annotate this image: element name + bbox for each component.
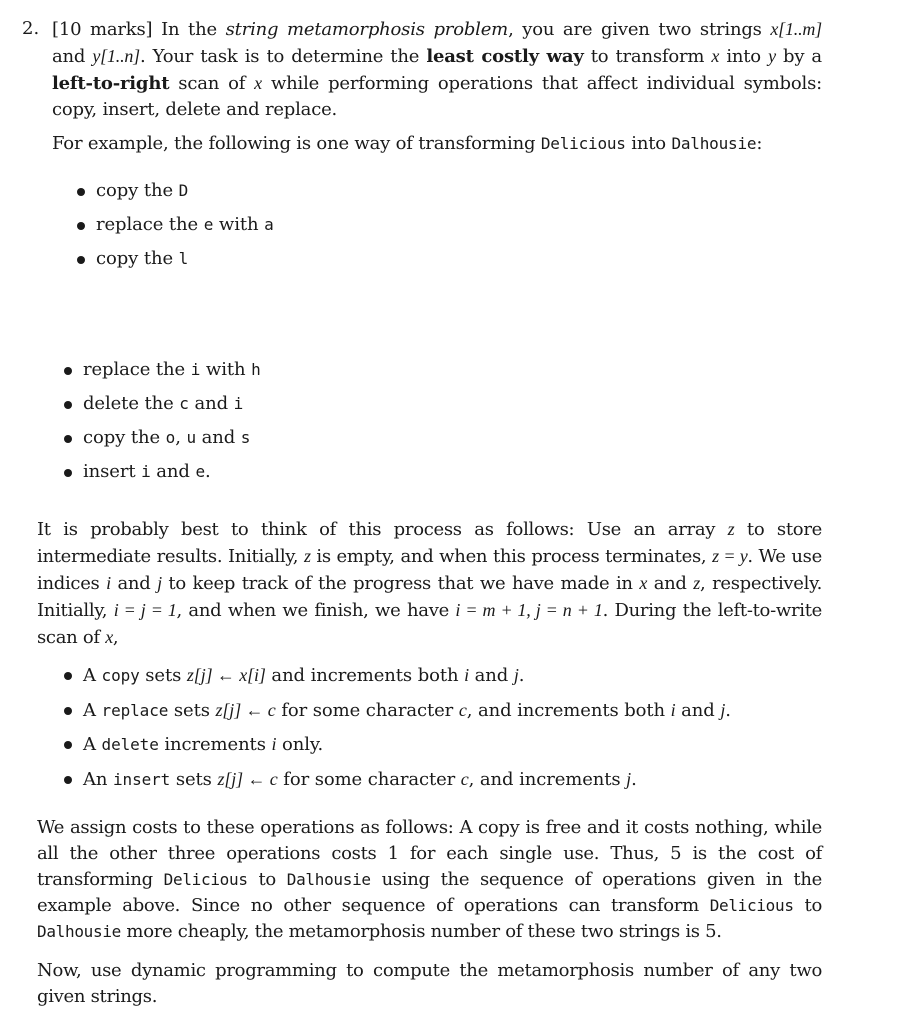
op-text: and increments both — [265, 665, 465, 686]
var-x: x — [639, 573, 648, 593]
example-into: into — [631, 133, 666, 154]
op-text: A — [83, 699, 102, 721]
example-steps-list-2 — [63, 357, 261, 493]
costs-paragraph — [37, 815, 822, 945]
process-text: . We use indices — [37, 546, 822, 594]
step-code: e — [195, 462, 205, 481]
op-text: and — [675, 699, 721, 721]
op-code: replace — [101, 700, 169, 720]
var-c: c — [458, 699, 467, 720]
var-c: c — [460, 768, 469, 789]
var-i: i — [670, 699, 676, 720]
costs-text: We assign costs to these operations as follows: A copy is free and it costs nothing, while all the other three operations costs 1 for each single use. Thus, 5 is the cost of transforming — [37, 817, 822, 890]
eq-init: i = j = 1 — [113, 600, 177, 620]
step-text: , — [175, 427, 187, 448]
step-code: D — [178, 181, 189, 200]
var-j: j — [157, 573, 162, 593]
step-text: with — [213, 214, 265, 235]
problem-ops-text: while performing operations that affect individual symbols: copy, insert, delete and replace. — [52, 73, 822, 120]
op-text: sets — [170, 768, 218, 790]
step-text: replace the — [96, 214, 204, 235]
var-z: z — [727, 519, 735, 539]
step-text: delete the — [83, 393, 180, 414]
process-text: , respectively. Initially, — [37, 573, 822, 621]
op-text: increments — [158, 734, 272, 755]
var-z: z — [693, 573, 701, 593]
eq-final: i = m + 1, j = n + 1 — [455, 600, 603, 620]
step-code: o — [165, 428, 176, 447]
problem-scan-text: scan of — [178, 73, 246, 94]
step-code: i — [190, 360, 201, 379]
step-text: with — [200, 359, 252, 380]
problem-name: string metamorphosis problem — [225, 19, 509, 40]
word-dalhousie: Dalhousie — [671, 134, 757, 153]
op-text: . — [725, 699, 731, 721]
process-text: , and when we finish, we have — [176, 600, 449, 621]
var-i: i — [271, 734, 277, 754]
var-j: j — [720, 699, 726, 720]
op-expr: z[j] ← c — [215, 699, 276, 720]
op-text: and — [469, 665, 514, 686]
step-code: l — [178, 249, 189, 268]
list-item — [76, 178, 274, 212]
process-text: . During the left-to-write scan of — [37, 600, 823, 648]
step-code: a — [264, 215, 274, 234]
process-text: It is probably best to think of this process as follows: Use an array — [37, 519, 716, 540]
x-range: x[1..m] — [770, 19, 822, 39]
task-paragraph — [37, 958, 822, 1010]
list-item — [63, 357, 261, 391]
var-j: j — [626, 768, 632, 789]
step-text: copy the — [83, 427, 166, 448]
step-code: s — [240, 428, 251, 447]
op-text: sets — [168, 699, 216, 721]
step-code: c — [179, 394, 189, 413]
op-text: A — [83, 734, 102, 755]
list-item — [63, 459, 261, 493]
process-text: is empty, and when this process terminates, — [316, 546, 707, 567]
var-i: i — [106, 573, 111, 593]
step-text: copy the — [96, 248, 179, 269]
process-and: and — [117, 573, 151, 594]
problem-body — [52, 16, 822, 123]
op-code: copy — [101, 666, 140, 685]
op-text: , and increments — [468, 768, 627, 790]
op-code: delete — [101, 735, 159, 754]
least-costly-emphasis: least costly way — [426, 46, 584, 67]
step-text: insert — [83, 461, 142, 482]
op-code: insert — [113, 769, 171, 789]
list-item — [63, 662, 731, 697]
step-code: u — [186, 428, 196, 447]
word-dalhousie: Dalhousie — [286, 870, 371, 889]
step-code: i — [141, 462, 151, 481]
var-y: y — [768, 46, 776, 66]
problem-given-text: , you are given two strings — [508, 19, 762, 40]
step-text: and — [150, 461, 196, 482]
process-paragraph — [37, 516, 822, 651]
process-and: and — [653, 573, 687, 594]
costs-text: to — [804, 895, 823, 916]
list-item — [63, 731, 731, 766]
var-x: x — [711, 46, 720, 66]
step-code: e — [203, 215, 214, 234]
op-text: . — [631, 768, 637, 790]
op-text: for some character — [277, 768, 461, 790]
problem-transform-text: to transform — [590, 46, 705, 67]
problem-statement — [22, 16, 822, 123]
list-item — [63, 697, 731, 732]
y-range: y[1..n] — [92, 46, 140, 66]
list-item — [63, 391, 261, 425]
problem-into: into — [726, 46, 761, 67]
operations-list — [63, 662, 731, 800]
var-z: z — [303, 546, 311, 566]
step-text: and — [188, 393, 234, 414]
problem-and: and — [52, 46, 86, 67]
step-code: i — [233, 394, 244, 413]
list-item — [76, 212, 274, 246]
problem-by-a: by a — [783, 46, 822, 67]
step-text: replace the — [83, 359, 191, 380]
word-dalhousie: Dalhousie — [37, 922, 121, 941]
process-end: , — [112, 627, 119, 648]
list-item — [76, 246, 274, 280]
var-x: x — [254, 73, 262, 93]
word-delicious: Delicious — [709, 896, 794, 915]
process-text: to keep track of the progress that we have made in — [168, 573, 633, 594]
left-to-right-emphasis: left-to-right — [52, 73, 170, 94]
op-text: An — [83, 768, 114, 790]
costs-text: using the sequence of operations given in the example above. Since no other sequence of operations can transform — [37, 869, 823, 916]
op-text: . — [518, 665, 525, 686]
op-text: A — [83, 665, 102, 686]
op-expr: z[j] ← c — [217, 768, 278, 789]
costs-text: to — [258, 869, 276, 890]
var-i: i — [464, 665, 470, 685]
op-text: sets — [139, 665, 187, 686]
example-intro — [52, 131, 812, 157]
op-text: for some character — [275, 699, 459, 721]
example-steps-list-1 — [76, 178, 274, 280]
op-text: , and increments both — [466, 699, 671, 721]
var-x: x — [105, 627, 113, 647]
step-text: and — [195, 427, 241, 448]
costs-text: more cheaply, the metamorphosis number of these two strings is 5. — [126, 921, 722, 942]
problem-task-text: . Your task is to determine the — [139, 46, 420, 67]
task-text: Now, use dynamic programming to compute the metamorphosis number of any two given strings. — [37, 960, 822, 1007]
word-delicious: Delicious — [163, 870, 248, 889]
step-code: h — [251, 360, 261, 379]
problem-marks: [10 marks] — [52, 19, 153, 40]
eq-z-y: z = y — [712, 546, 748, 566]
word-delicious: Delicious — [540, 134, 626, 153]
list-item — [63, 425, 261, 459]
var-j: j — [513, 665, 519, 685]
list-item — [63, 766, 731, 801]
problem-number: 2. — [22, 18, 40, 39]
op-expr: z[j] ← x[i] — [186, 665, 266, 685]
step-text: copy the — [96, 180, 179, 201]
process-text: to store intermediate results. Initially, — [37, 519, 822, 567]
op-text: only. — [276, 734, 324, 755]
example-intro-text: For example, the following is one way of transforming — [52, 133, 536, 154]
example-colon: : — [756, 133, 763, 154]
step-text: . — [205, 461, 211, 482]
problem-intro-text: In the — [161, 19, 217, 40]
